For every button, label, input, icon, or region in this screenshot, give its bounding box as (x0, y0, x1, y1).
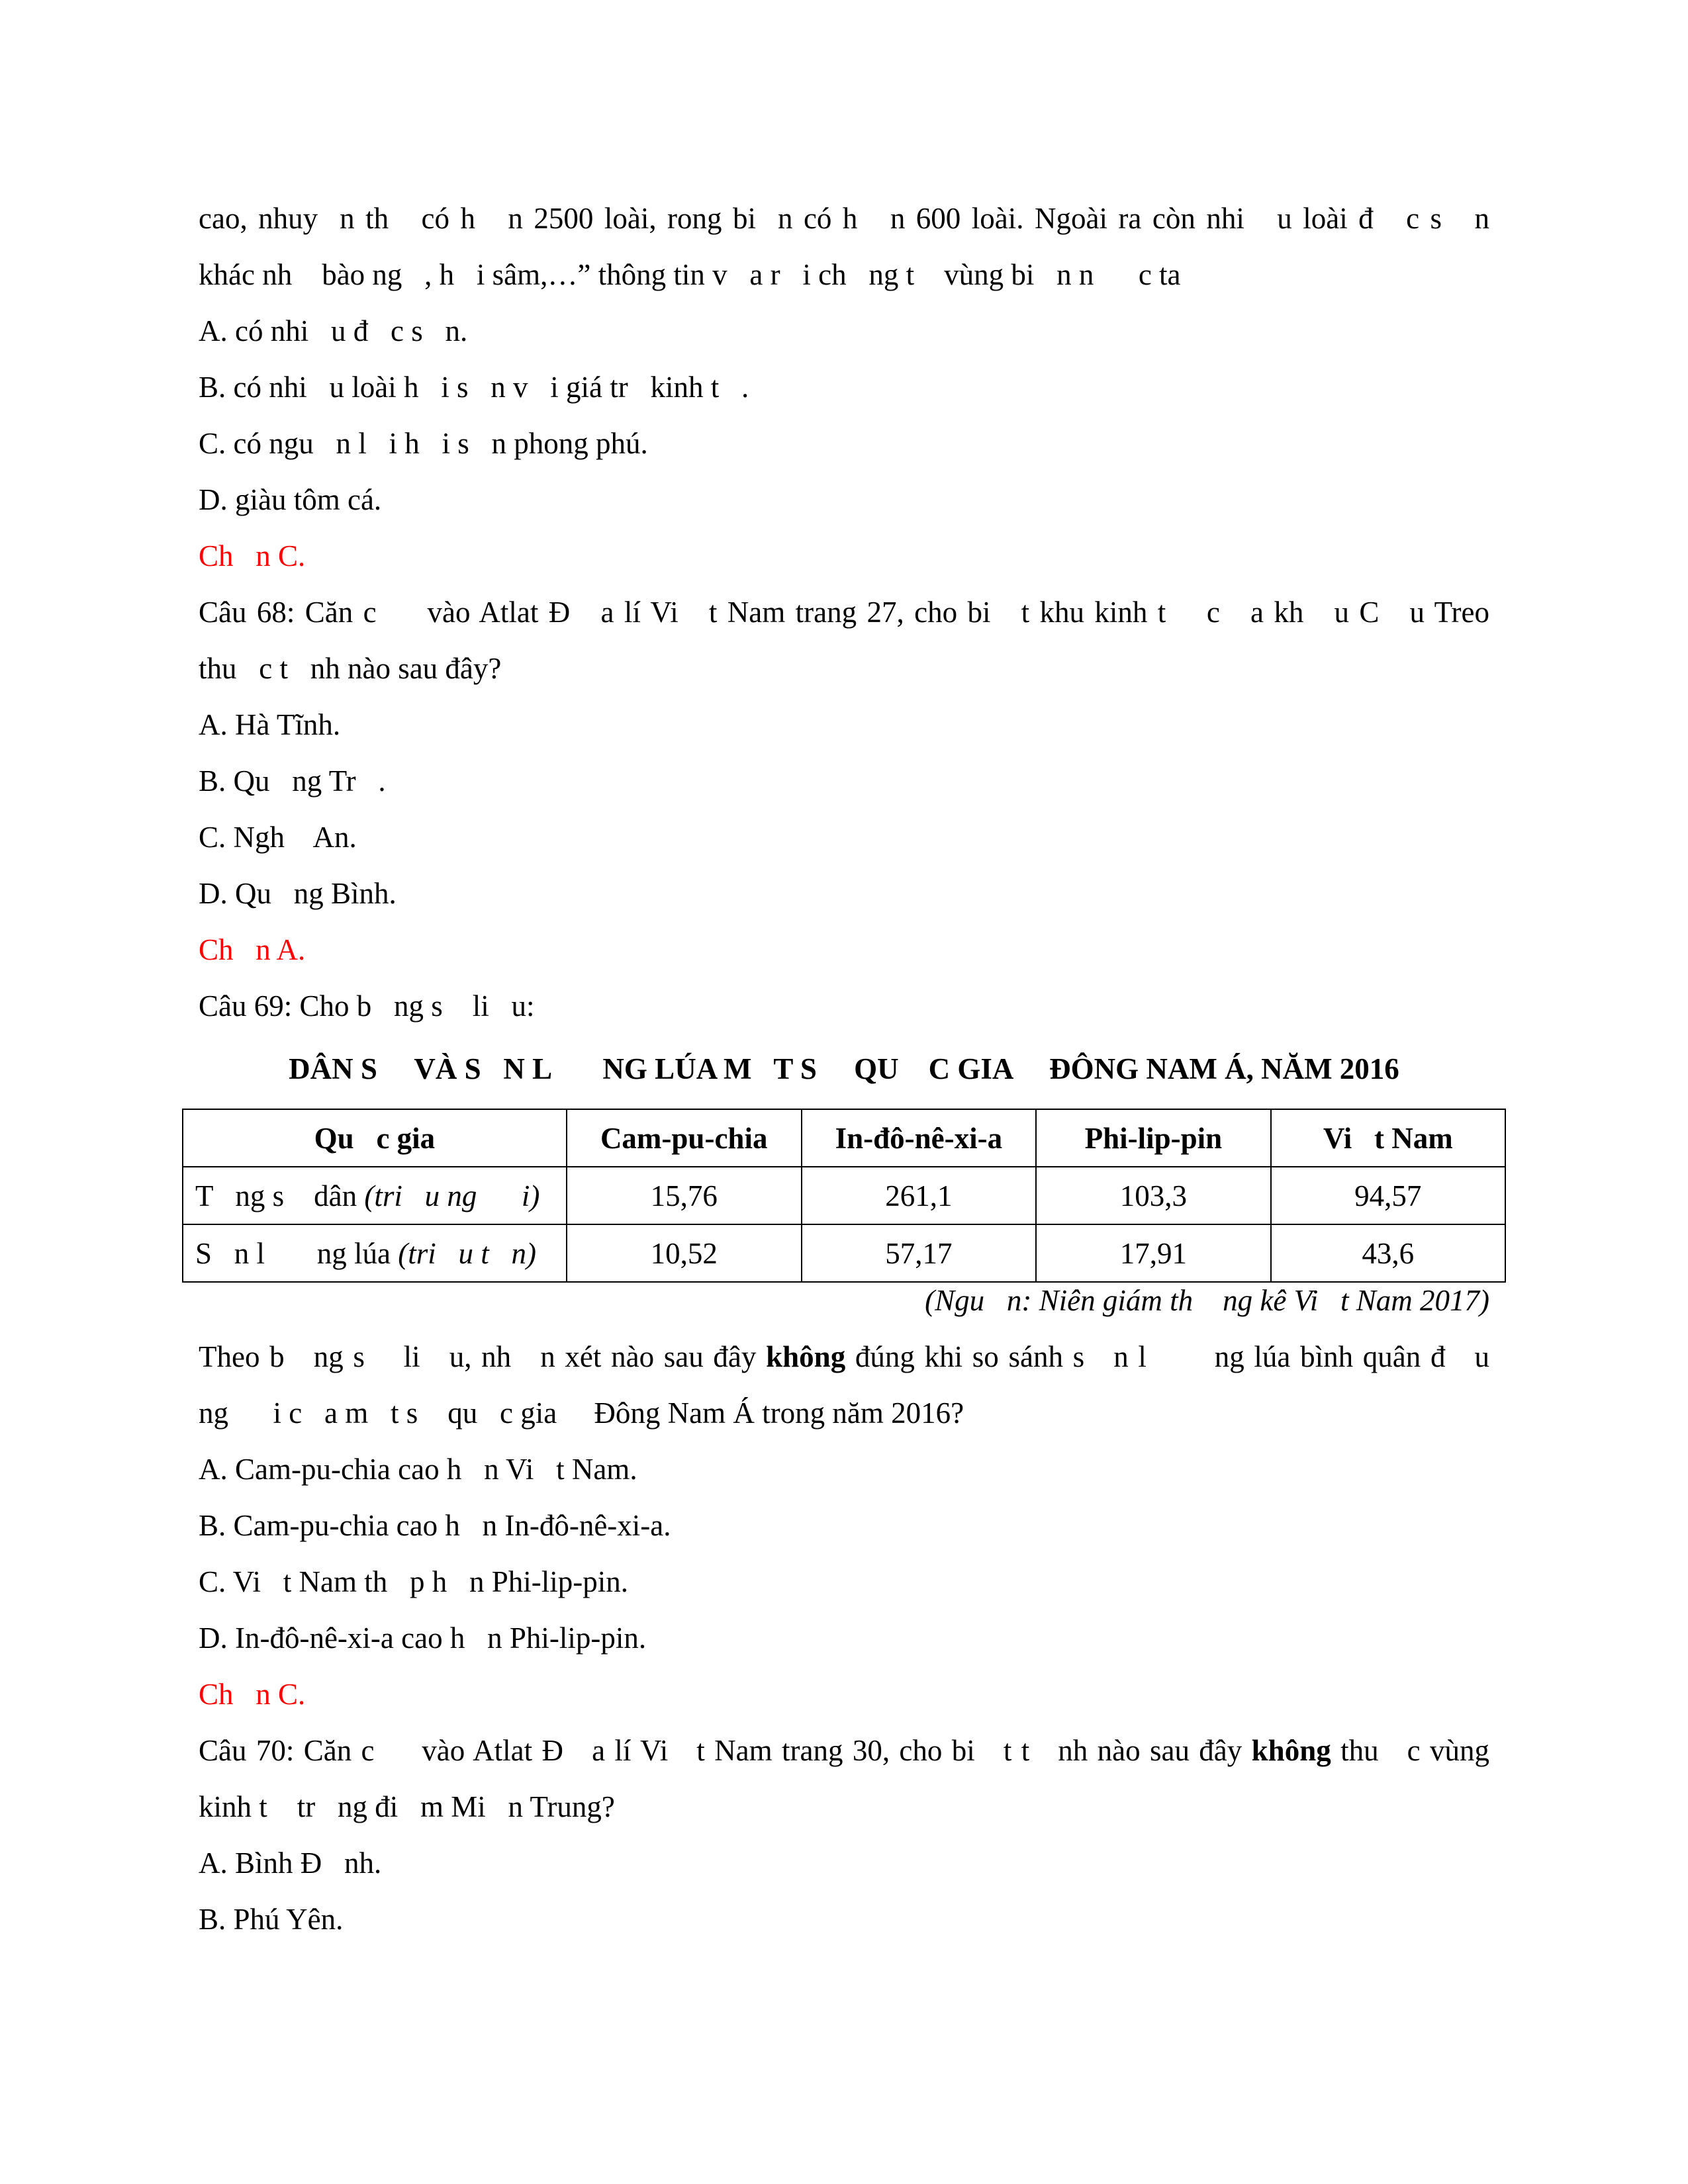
header-country: Qu c gia (183, 1109, 567, 1167)
row-label-unit: (tri u ng i) (364, 1179, 540, 1212)
q68-option-a: A. Hà Tĩnh. (199, 708, 341, 741)
q69-question-text-b: đúng khi so sánh s n l ng lúa bình quân đ u (845, 1340, 1490, 1373)
q67-option-b: B. có nhi u loài h i s n v i giá tr kinh t . (199, 371, 749, 404)
table-cell: 15,76 (567, 1167, 802, 1224)
table-cell: 17,91 (1036, 1224, 1270, 1282)
q68-option-d: D. Qu ng Bình. (199, 877, 397, 910)
q69-question-line-1 (199, 1337, 1489, 1377)
table-row (183, 1224, 1505, 1282)
header-philippines: Phi-lip-pin (1036, 1109, 1270, 1167)
q67-option-d: D. giàu tôm cá. (199, 483, 382, 516)
table-cell: 94,57 (1271, 1167, 1505, 1224)
table-header-row (183, 1109, 1505, 1167)
table-cell: 103,3 (1036, 1167, 1270, 1224)
q68-option-b: B. Qu ng Tr . (199, 764, 386, 797)
q69-option-b: B. Cam-pu-chia cao h n In-đô-nê-xi-a. (199, 1509, 671, 1542)
q69-intro: Câu 69: Cho b ng s li u: (199, 989, 535, 1023)
row-label-rice-output (183, 1224, 567, 1282)
row-label-population (183, 1167, 567, 1224)
q68-question-line-1: Câu 68: Căn c vào Atlat Đ a lí Vi t Nam trang 27, cho bi t khu kinh t c a kh u C u Treo (199, 596, 1489, 629)
q67-option-a: A. có nhi u đ c s n. (199, 314, 468, 347)
table-row (183, 1167, 1505, 1224)
table-cell: 10,52 (567, 1224, 802, 1282)
q69-question-text-a: Theo b ng s li u, nh n xét nào sau đây (199, 1340, 767, 1373)
q70-option-b: B. Phú Yên. (199, 1903, 344, 1936)
q70-option-a: A. Bình Đ nh. (199, 1846, 382, 1880)
table-source: (Ngu n: Niên giám th ng kê Vi t Nam 2017) (925, 1284, 1489, 1317)
q68-answer: Ch n A. (199, 933, 306, 966)
q67-answer: Ch n C. (199, 539, 306, 572)
row-label-unit: (tri u t n) (398, 1236, 537, 1270)
q69-option-c: C. Vi t Nam th p h n Phi-lip-pin. (199, 1565, 628, 1598)
intro-line-2: khác nh bào ng , h i sâm,…” thông tin v a r i ch ng t vùng bi n n c ta (199, 258, 1181, 291)
table-cell: 43,6 (1271, 1224, 1505, 1282)
table-title: DÂN S VÀ S N L NG LÚA M T S QU C GIA ĐÔNG NAM Á, NĂM 2016 (289, 1052, 1399, 1085)
q70-question-emphasis: không (1251, 1734, 1331, 1767)
table-cell: 57,17 (802, 1224, 1037, 1282)
header-cambodia: Cam-pu-chia (567, 1109, 802, 1167)
q69-option-a: A. Cam-pu-chia cao h n Vi t Nam. (199, 1453, 637, 1486)
row-label-text: S n l ng lúa (195, 1236, 399, 1270)
q70-question-line-1 (199, 1731, 1489, 1770)
data-table (182, 1109, 1506, 1283)
q68-question-line-2: thu c t nh nào sau đây? (199, 652, 502, 685)
row-label-text: T ng s dân (195, 1179, 365, 1212)
q69-question-emphasis: không (766, 1340, 846, 1373)
q69-answer: Ch n C. (199, 1678, 306, 1711)
header-vietnam: Vi t Nam (1271, 1109, 1505, 1167)
q70-question-text-b: thu c vùng (1331, 1734, 1489, 1767)
q69-question-line-2: ng i c a m t s qu c gia Đông Nam Á trong năm 2016? (199, 1396, 964, 1430)
q70-question-text-a: Câu 70: Căn c vào Atlat Đ a lí Vi t Nam trang 30, cho bi t t nh nào sau đây (199, 1734, 1252, 1767)
q70-question-line-2: kinh t tr ng đi m Mi n Trung? (199, 1790, 615, 1823)
q68-option-c: C. Ngh An. (199, 821, 357, 854)
header-indonesia: In-đô-nê-xi-a (802, 1109, 1037, 1167)
q69-option-d: D. In-đô-nê-xi-a cao h n Phi-lip-pin. (199, 1621, 647, 1655)
q67-option-c: C. có ngu n l i h i s n phong phú. (199, 427, 648, 460)
intro-line-1: cao, nhuy n th có h n 2500 loài, rong bi n có h n 600 loài. Ngoài ra còn nhi u loài đ c s n (199, 202, 1489, 235)
table-cell: 261,1 (802, 1167, 1037, 1224)
